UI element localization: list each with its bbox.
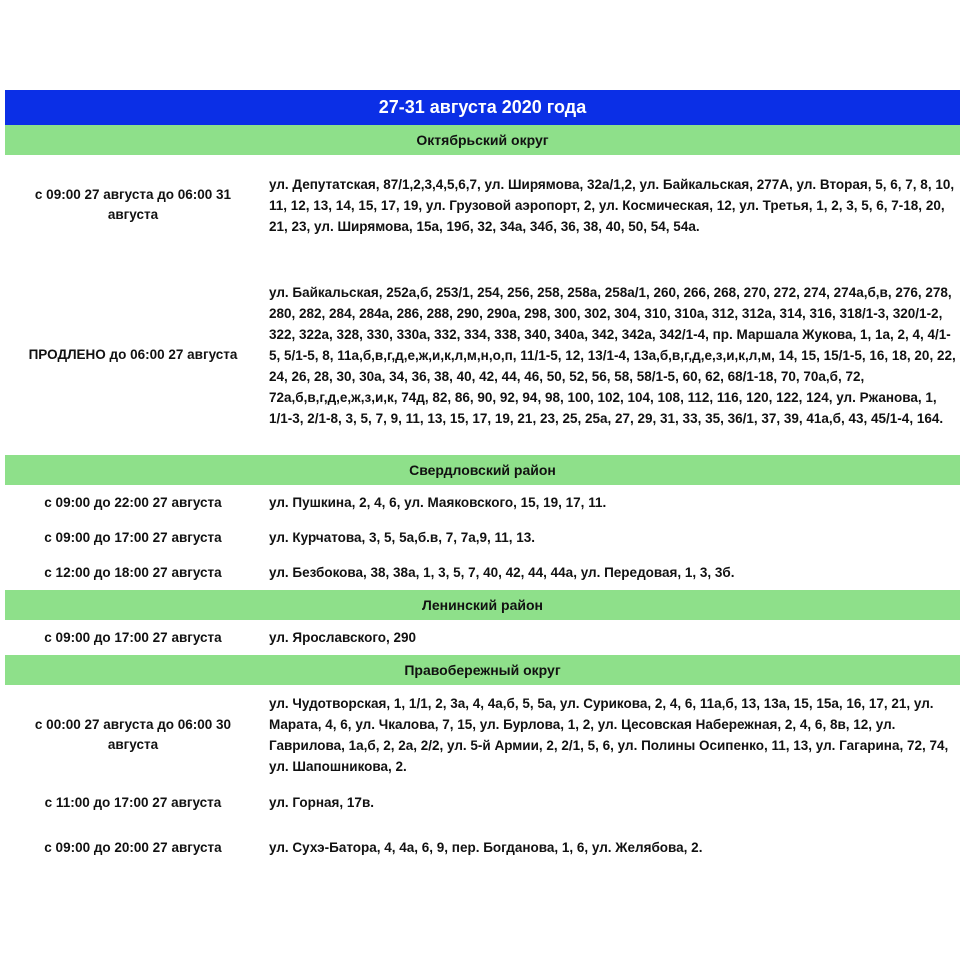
time-cell: ПРОДЛЕНО до 06:00 27 августа — [28, 347, 238, 362]
section-header-oktyabrsky: Октябрьский округ — [5, 125, 960, 155]
address-cell: ул. Безбокова, 38, 38а, 1, 3, 5, 7, 40, 42, 44, 44а, ул. Передовая, 1, 3, 3б. — [269, 565, 735, 580]
table-row — [5, 785, 960, 820]
table-row — [5, 555, 960, 590]
time-cell: с 11:00 до 17:00 27 августа — [44, 794, 222, 810]
table-row — [5, 620, 960, 655]
table-row — [5, 685, 960, 785]
table-row — [5, 255, 960, 455]
table-row — [5, 485, 960, 520]
address-cell: ул. Сухэ-Батора, 4, 4а, 6, 9, пер. Богданова, 1, 6, ул. Желябова, 2. — [269, 840, 703, 855]
time-cell: с 12:00 до 18:00 27 августа — [44, 564, 222, 580]
address-cell: ул. Чудотворская, 1, 1/1, 2, 3а, 4, 4а,б, 5, 5а, ул. Сурикова, 2, 4, 6, 11а,б, 13, 13а, 15, 15а, 16, 17, 21, ул. Марата, 4, 6, ул. Чкалова, 7, 15, ул. Бурлова, 1, 2, ул. Цесовская Набережная, 2, 4, 6, 8в, 12, ул. Гаврилова, 1а,б, 2, 2а, 2/2, ул. 5-й Армии, 2, 2/1, 5, 6, ул. Полины Осипенко, 11, 13, ул. Гагарина, 72, 74, ул. Шапошникова, 2. — [269, 696, 949, 774]
table-row — [5, 820, 960, 875]
address-cell: ул. Депутатская, 87/1,2,3,4,5,6,7, ул. Ширямова, 32а/1,2, ул. Байкальская, 277А, ул. Вторая, 5, 6, 7, 8, 10, 11, 12, 13, 14, 15, 17, 19, ул. Грузовой аэропорт, 2, ул. Космическая, 12, ул. Третья, 1, 2, 3, 5, 6, 7-18, 20, 21, 23, ул. Ширямова, 15а, 19б, 32, 34а, 34б, 36, 38, 40, 50, 54, 54а. — [269, 176, 955, 234]
time-cell: с 09:00 до 20:00 27 августа — [44, 839, 222, 855]
address-cell: ул. Горная, 17в. — [269, 795, 374, 810]
time-cell: с 09:00 27 августа до 06:00 31 августа — [34, 187, 232, 222]
address-cell: ул. Ярославского, 290 — [269, 630, 417, 645]
address-cell: ул. Байкальская, 252а,б, 253/1, 254, 256, 258, 258а, 258а/1, 260, 266, 268, 270, 272, 274, 274а,б,в, 276, 278, 280, 282, 284, 284а, 286, 288, 290, 290а, 298, 300, 302, 304, 310, 310а, 312, 312а, 314, 316, 318/1-3, 320/1-2, 322, 322а, 328, 330, 330а, 332, 334, 338, 340, 340а, 342, 342а, 342/1-4, пр. Маршала Жукова, 1, 1а, 2, 4, 4/1-5, 5/1-5, 8, 11а,б,в,г,д,е,ж,и,к,л,м,н,о,п, 11/1-5, 12, 13/1-4, 13а,б,в,г,д,е,з,и,к,л,м, 14, 15, 15/1-5, 16, 18, 20, 22, 24, 26, 28, 30, 30а, 34, 36, 38, 40, 42, 44, 46, 50, 52, 56, 58, 58/1-5, 60, 62, 68/1-18, 70, 70а,б, 72, 72а,б,в,г,д,е,ж,з,и,к, 74д, 82, 86, 90, 92, 94, 98, 100, 102, 104, 108, 112, 116, 120, 122, 124, ул. Ржанова, 1, 1/1-3, 2/1-8, 3, 5, 7, 9, 11, 13, 15, 17, 19, 21, 23, 25, 25а, 27, 29, 31, 33, 35, 36/1, 37, 39, 41а,б, 43, 45/1-4, 164. — [269, 284, 956, 426]
address-cell: ул. Пушкина, 2, 4, 6, ул. Маяковского, 15, 19, 17, 11. — [269, 495, 607, 510]
time-cell: с 09:00 до 17:00 27 августа — [44, 529, 222, 545]
schedule-title: 27-31 августа 2020 года — [5, 90, 960, 125]
time-cell: с 00:00 27 августа до 06:00 30 августа — [34, 717, 232, 752]
schedule-table — [5, 90, 960, 875]
address-cell: ул. Курчатова, 3, 5, 5а,б.в, 7, 7а,9, 11, 13. — [269, 530, 536, 545]
table-row — [5, 520, 960, 555]
time-cell: с 09:00 до 17:00 27 августа — [44, 629, 222, 645]
section-header-leninsky: Ленинский район — [5, 590, 960, 620]
section-header-sverdlovsky: Свердловский район — [5, 455, 960, 485]
section-header-pravoberezhny: Правобережный округ — [5, 655, 960, 685]
table-row — [5, 155, 960, 255]
time-cell: с 09:00 до 22:00 27 августа — [44, 494, 222, 510]
